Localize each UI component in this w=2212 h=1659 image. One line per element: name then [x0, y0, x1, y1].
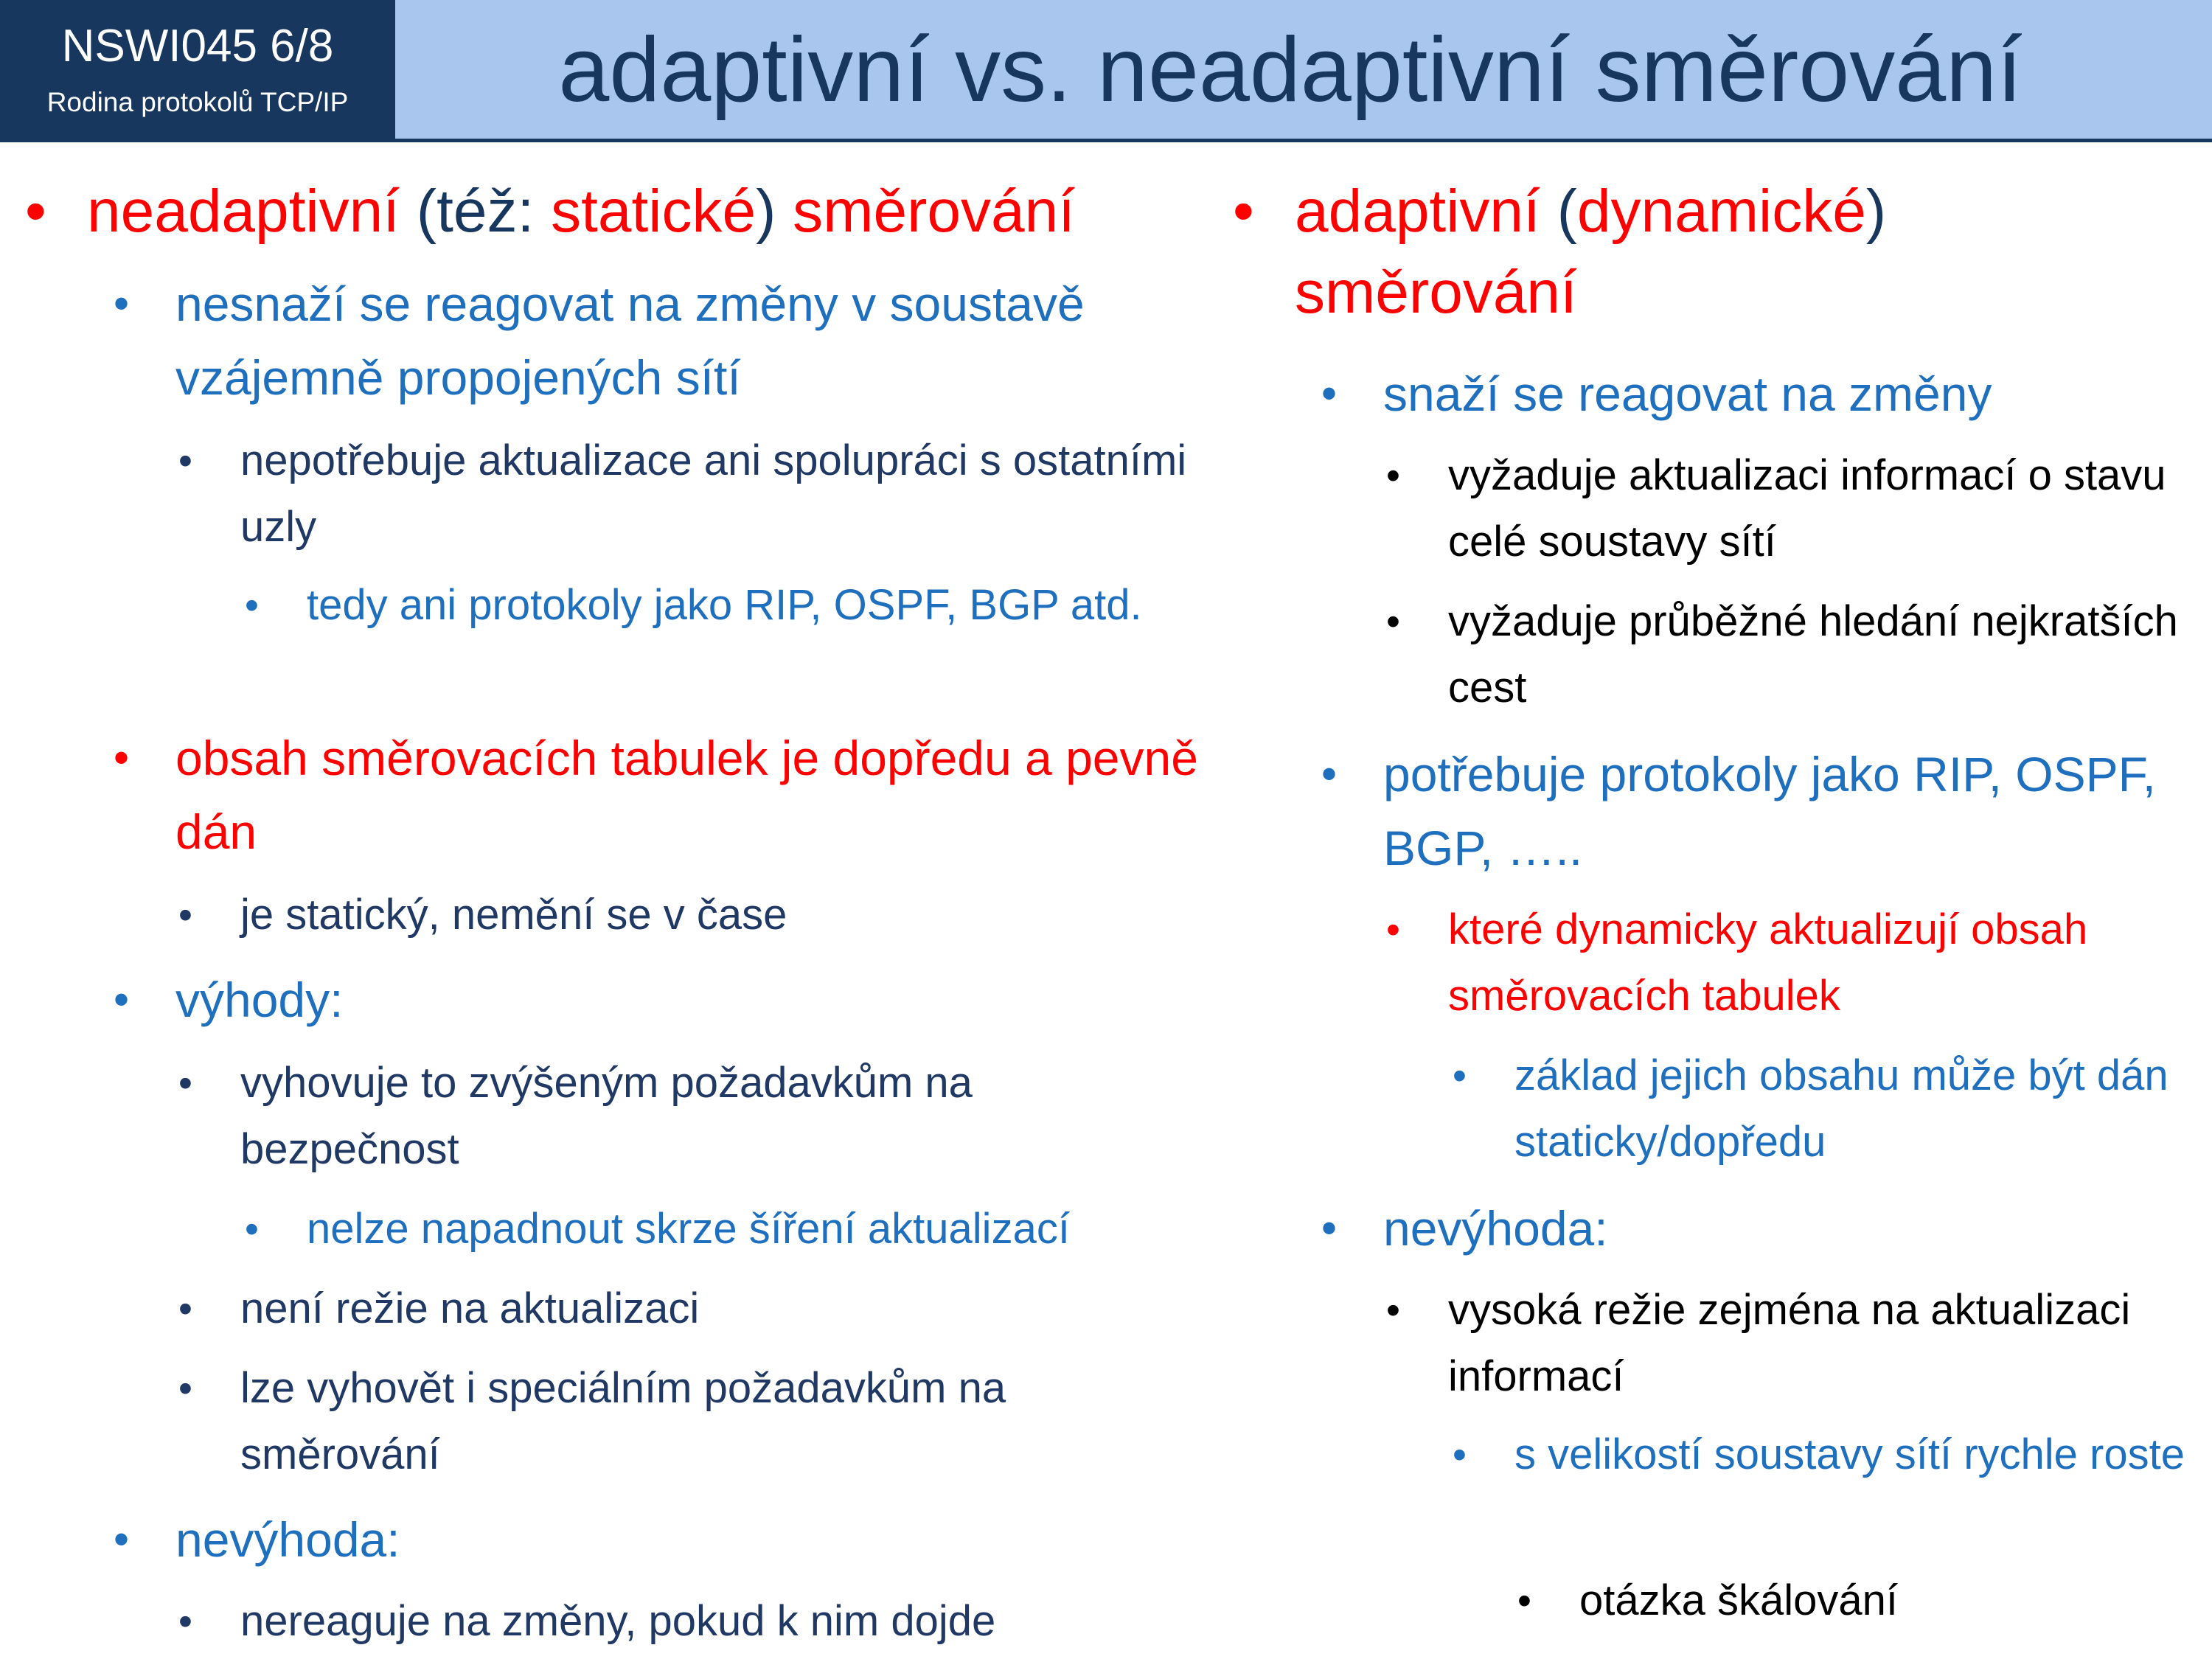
left-item-a1-1	[178, 428, 1199, 560]
right-item-b3-text: nevýhoda:	[1383, 1201, 1608, 1256]
bullet: •	[1321, 749, 1338, 799]
right-item-b1-1-text: vyžaduje aktualizaci informací o stavu celé soustavy sítí	[1448, 451, 2166, 566]
right-item-b1-2-text: vyžaduje průběžné hledání nejkratších cest	[1448, 597, 2178, 712]
left-item-a4-1	[178, 1588, 1199, 1655]
bullet: •	[114, 733, 130, 782]
left-heading-part1: neadaptivní	[87, 178, 400, 245]
left-item-a1-1-1-text: tedy ani protokoly jako RIP, OSPF, BGP atd.	[307, 581, 1142, 629]
bullet: •	[1233, 178, 1254, 245]
left-item-a3-1-1-text: nelze napadnout skrze šíření aktualizací	[307, 1205, 1070, 1253]
left-item-a4-1-text: nereaguje na změny, pokud k nim dojde	[240, 1597, 996, 1645]
right-item-b1-1	[1386, 442, 2185, 575]
bullet: •	[25, 178, 46, 245]
left-item-a4-text: nevýhoda:	[175, 1512, 400, 1567]
slide-title: adaptivní vs. neadaptivní směrování	[558, 19, 2023, 121]
right-item-b2-1-text: které dynamicky aktualizují obsah směrovacích tabulek	[1448, 905, 2088, 1020]
left-item-a3-2-text: není režie na aktualizaci	[240, 1284, 700, 1332]
left-heading-part4: )	[756, 178, 793, 245]
left-item-a3-1-text: vyhovuje to zvýšeným požadavkům na bezpečnost	[240, 1059, 973, 1173]
right-heading-part1: adaptivní	[1295, 178, 1540, 245]
right-heading-part2: (	[1540, 178, 1577, 245]
bullet: •	[178, 1599, 192, 1644]
right-heading-part4: )	[1865, 178, 1887, 245]
left-heading-part5: směrování	[793, 178, 1075, 245]
left-item-a3-3-text: lze vyhovět i speciálním požadavkům na směrování	[240, 1364, 1006, 1478]
right-heading	[1233, 171, 2180, 333]
right-item-b2-text: potřebuje protokoly jako RIP, OSPF, BGP, …..	[1383, 747, 2157, 875]
bullet: •	[1321, 369, 1338, 418]
left-heading-part2: (též:	[400, 178, 552, 245]
bullet: •	[245, 583, 259, 627]
right-heading-part5: směrování	[1295, 259, 1577, 326]
bullet: •	[1321, 1203, 1338, 1253]
bullet: •	[1386, 908, 1400, 952]
right-item-b3-1-text: vysoká režie zejména na aktualizaci informací	[1448, 1286, 2131, 1400]
left-item-a1-1-1	[245, 572, 1192, 639]
left-item-a1-1-text: nepotřebuje aktualizace ani spolupráci s ostatními uzly	[240, 437, 1187, 551]
right-item-b1	[1321, 357, 2194, 431]
right-item-b2-1-1	[1453, 1043, 2193, 1175]
bullet: •	[1453, 1054, 1467, 1098]
right-item-b1-2	[1386, 588, 2185, 721]
left-heading-part3: statické	[551, 178, 757, 245]
left-item-a1-text: nesnaží se reagovat na změny v soustavě vzájemně propojených sítí	[175, 276, 1085, 405]
right-item-b3-1-1	[1453, 1422, 2193, 1488]
left-heading	[25, 171, 1208, 252]
left-item-a2-1-text: je statický, nemění se v čase	[240, 891, 787, 939]
left-item-a4	[114, 1503, 1222, 1576]
bullet: •	[1517, 1579, 1531, 1623]
right-item-b2-1-1-text: základ jejich obsahu může být dán staticky/dopředu	[1514, 1051, 2168, 1166]
right-item-b3-1-1-1-text: otázka škálování	[1579, 1576, 1899, 1624]
right-item-b1-text: snaží se reagovat na změny	[1383, 366, 1992, 421]
bullet: •	[1453, 1433, 1467, 1477]
right-item-b2-1	[1386, 897, 2185, 1029]
right-heading-part3: dynamické	[1576, 178, 1866, 245]
left-item-a2-1	[178, 882, 1199, 948]
left-item-a2-text: obsah směrovacích tabulek je dopředu a pevně dán	[175, 731, 1198, 859]
bullet: •	[178, 439, 192, 483]
bullet: •	[245, 1207, 259, 1251]
left-item-a3-1	[178, 1050, 1199, 1183]
bullet: •	[114, 975, 130, 1024]
right-item-b2	[1321, 737, 2180, 885]
course-code: NSWI045 6/8	[61, 21, 334, 72]
course-box	[0, 0, 395, 142]
bullet: •	[114, 279, 130, 328]
right-item-b3	[1321, 1192, 2180, 1265]
left-item-a3-3	[178, 1355, 1199, 1488]
bullet: •	[178, 1366, 192, 1411]
right-item-b3-1	[1386, 1277, 2185, 1410]
left-item-a3-2	[178, 1276, 1199, 1342]
right-item-b3-1-1-text: s velikostí soustavy sítí rychle roste	[1514, 1430, 2185, 1478]
bullet: •	[114, 1514, 130, 1564]
right-item-b3-1-1-1	[1517, 1568, 2184, 1634]
bullet: •	[1386, 599, 1400, 644]
left-item-a2	[114, 721, 1222, 869]
left-item-a3	[114, 963, 1222, 1037]
bullet: •	[178, 893, 192, 937]
left-item-a1	[114, 267, 1222, 414]
bullet: •	[1386, 1288, 1400, 1332]
bullet: •	[1386, 453, 1400, 498]
course-subtitle: Rodina protokolů TCP/IP	[46, 87, 349, 117]
left-item-a3-1-1	[245, 1196, 1265, 1262]
bullet: •	[178, 1287, 192, 1331]
bullet: •	[178, 1061, 192, 1105]
left-item-a3-text: výhody:	[175, 973, 344, 1027]
